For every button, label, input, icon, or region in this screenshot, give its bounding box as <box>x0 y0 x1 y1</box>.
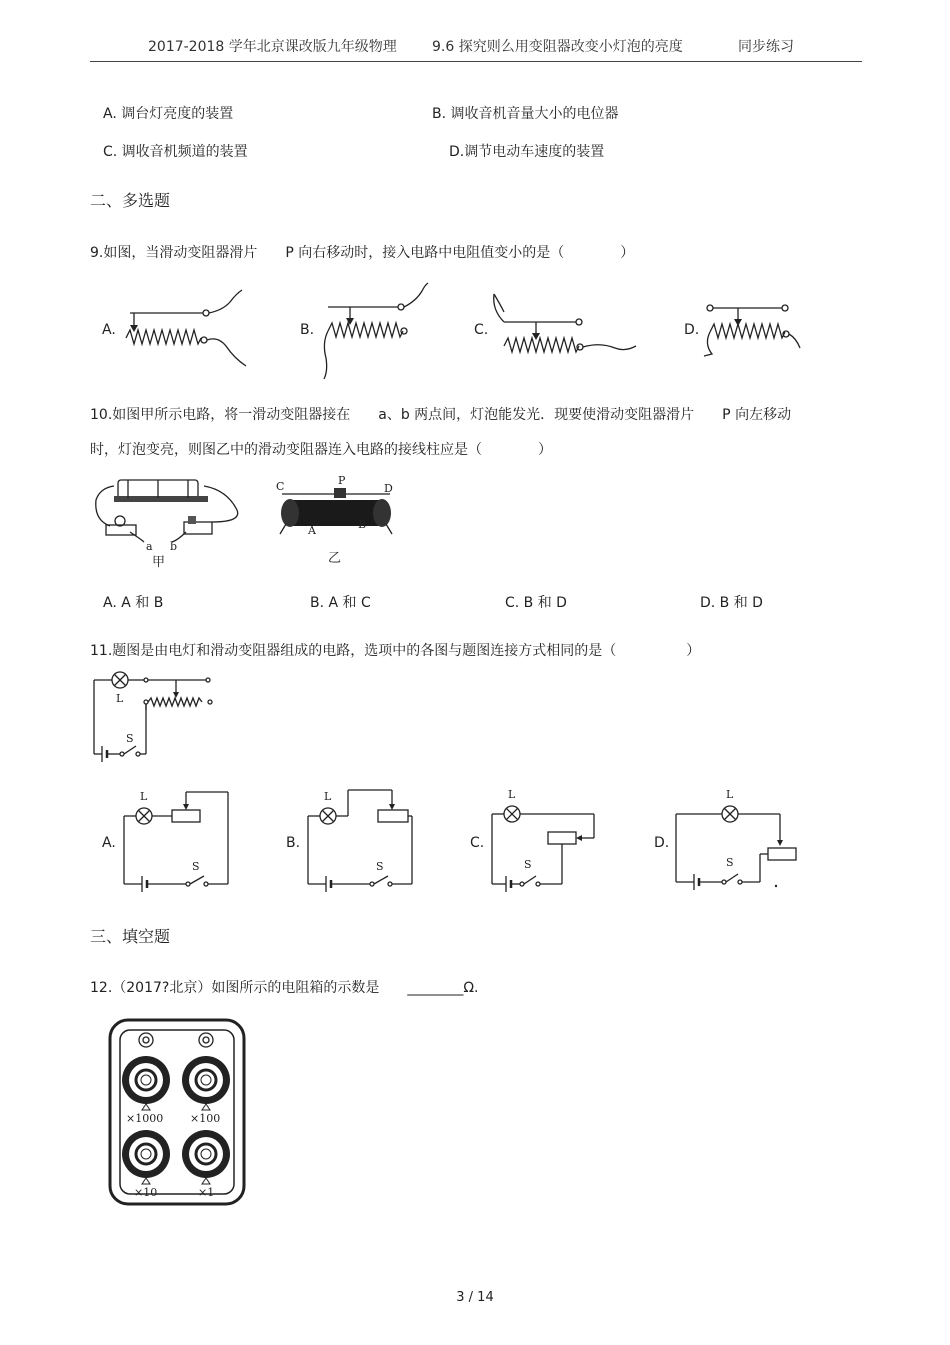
q10-stem-line1: 10.如图甲所示电路，将一滑动变阻器接在 a、b 两点间，灯泡能发光．现要使滑动变阻器滑片 P 向左移动 <box>90 407 792 423</box>
q10-figure-yi <box>272 472 402 567</box>
q8-option-a: A. 调台灯亮度的装置 <box>103 106 234 122</box>
q11-main-switch-label: S <box>126 732 134 745</box>
q11-label-b: B. <box>286 835 301 851</box>
header-divider <box>90 61 862 62</box>
q9-label-c: C. <box>474 322 489 338</box>
q11-c-switch-label: S <box>524 858 532 871</box>
q9-label-b: B. <box>300 322 315 338</box>
dial-label-x1: ×1 <box>198 1186 215 1199</box>
q11-label-c: C. <box>470 835 485 851</box>
q11-b-lamp-label: L <box>324 790 332 803</box>
q11-c-lamp-label: L <box>508 788 516 801</box>
dial-x100 <box>182 1056 230 1104</box>
header-title: 2017-2018 学年北京课改版九年级物理 <box>148 39 397 55</box>
q11-main-circuit <box>88 670 223 765</box>
dial-x1 <box>182 1130 230 1178</box>
q10-yi-caption: 乙 <box>328 551 342 566</box>
q10-option-d: D. B 和 D <box>700 595 763 611</box>
q10-jia-label-b: b <box>170 540 178 553</box>
q10-figure-jia <box>92 470 242 570</box>
q10-jia-caption: 甲 <box>152 555 166 570</box>
q10-yi-label-d: D <box>384 482 393 495</box>
q11-option-b-circuit <box>304 786 419 888</box>
q11-option-a-circuit <box>120 786 235 888</box>
dial-label-x1000: ×1000 <box>126 1112 164 1125</box>
q9-label-d: D. <box>684 322 700 338</box>
q10-jia-label-a: a <box>146 540 153 553</box>
q8-option-c: C. 调收音机频道的装置 <box>103 144 248 160</box>
q8-option-d: D.调节电动车速度的装置 <box>449 144 605 160</box>
q10-option-c: C. B 和 D <box>505 595 567 611</box>
dial-label-x100: ×100 <box>190 1112 221 1125</box>
q11-label-a: A. <box>102 835 116 851</box>
dial-label-x10: ×10 <box>134 1186 158 1199</box>
q11-d-switch-label: S <box>726 856 734 869</box>
q11-option-d-circuit <box>672 786 802 888</box>
q11-a-lamp-label: L <box>140 790 148 803</box>
dial-x1000 <box>122 1056 170 1104</box>
header-lesson: 9.6 探究则么用变阻器改变小灯泡的亮度 <box>432 39 683 55</box>
q10-yi-label-p: P <box>338 474 346 487</box>
q11-d-lamp-label: L <box>726 788 734 801</box>
section-title-multi-choice: 二、多选题 <box>90 191 171 210</box>
q11-a-switch-label: S <box>192 860 200 873</box>
q10-option-b: B. A 和 C <box>310 595 371 611</box>
q10-yi-label-a: A <box>308 524 316 537</box>
page-number: 3 / 14 <box>456 1290 494 1305</box>
dial-x10 <box>122 1130 170 1178</box>
q10-option-a: A. A 和 B <box>103 595 164 611</box>
q8-option-b: B. 调收音机音量大小的电位器 <box>432 106 619 122</box>
q9-figure-d <box>700 290 810 365</box>
q10-stem-line2: 时，灯泡变亮，则图乙中的滑动变阻器连入电路的接线柱应是（ ） <box>90 442 552 458</box>
q11-stem: 11.题图是由电灯和滑动变阻器组成的电路，选项中的各图与题图连接方式相同的是（ ） <box>90 643 701 659</box>
q11-option-c-circuit <box>488 786 603 888</box>
q12-resistance-box <box>108 1018 248 1208</box>
header-tag: 同步练习 <box>738 39 794 55</box>
q9-label-a: A. <box>102 322 116 338</box>
q11-label-d: D. <box>654 835 670 851</box>
section-title-fill-in: 三、填空题 <box>90 927 171 946</box>
q11-b-switch-label: S <box>376 860 384 873</box>
q9-figure-a <box>118 288 258 373</box>
q9-stem: 9.如图，当滑动变阻器滑片 P 向右移动时，接入电路中电阻值变小的是（ ） <box>90 245 635 261</box>
q11-main-lamp-label: L <box>116 692 124 705</box>
q10-yi-label-b: B <box>358 518 367 531</box>
q9-figure-b <box>318 283 438 383</box>
q9-figure-c <box>490 290 640 360</box>
q10-yi-label-c: C <box>276 480 285 493</box>
q12-stem: 12.（2017?北京）如图所示的电阻箱的示数是 ________Ω. <box>90 980 479 996</box>
